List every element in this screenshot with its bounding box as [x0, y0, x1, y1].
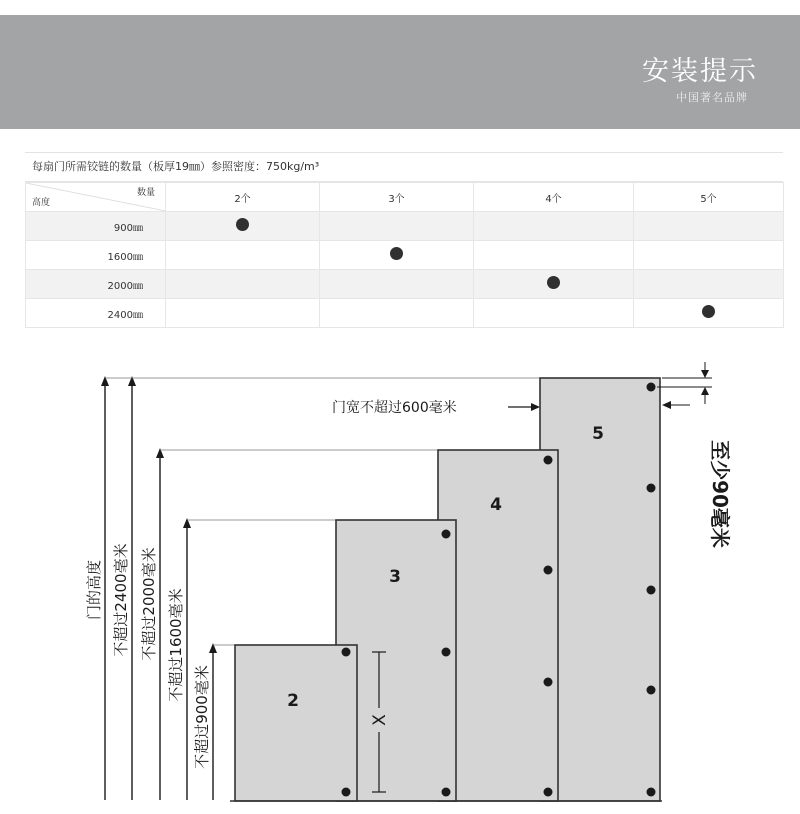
- door-number-3: 3: [389, 567, 401, 587]
- max-900-label: 不超过900毫米: [193, 665, 211, 769]
- hinge-dot: [442, 530, 451, 539]
- corner-height-label: 高度: [32, 198, 51, 208]
- arrow-up-icon: [101, 376, 109, 386]
- spacing-label: X: [370, 714, 390, 726]
- arrow-up-icon: [183, 518, 191, 528]
- door-number-5: 5: [592, 424, 604, 444]
- hinge-dot: [647, 484, 656, 493]
- row-height-label: 2000㎜: [26, 270, 166, 299]
- hinge-dot: [442, 648, 451, 657]
- arrow-up-icon: [128, 376, 136, 386]
- hinge-dot: [647, 586, 656, 595]
- column-header: 5个: [634, 183, 784, 212]
- hinge-dot: [647, 788, 656, 797]
- hinge-dot: [544, 678, 553, 687]
- arrow-up-icon: [156, 448, 164, 458]
- door-height-label: 门的高度: [85, 559, 103, 621]
- table-caption: 每扇门所需铰链的数量（板厚19㎜）参照密度：750kg/m³: [25, 152, 783, 182]
- min-edge-note: 至少90毫米: [708, 440, 732, 548]
- max-2000-label: 不超过2000毫米: [140, 547, 158, 661]
- hinge-dot: [342, 788, 351, 797]
- hinge-dot: [647, 686, 656, 695]
- arrow-right-icon: [531, 403, 540, 411]
- hinge-dot: [544, 566, 553, 575]
- hinge-dot: [544, 456, 553, 465]
- row-height-label: 1600㎜: [26, 241, 166, 270]
- row-height-label: 2400㎜: [26, 299, 166, 328]
- arrow-up-icon: [209, 643, 217, 653]
- arrow-left-icon: [662, 401, 671, 409]
- door-panel-2: [235, 645, 357, 801]
- arrow-down-icon: [701, 370, 709, 378]
- column-header: 3个: [320, 183, 474, 212]
- door-number-4: 4: [490, 495, 502, 515]
- hinge-dot: [544, 788, 553, 797]
- width-note: 门宽不超过600毫米: [332, 400, 457, 416]
- hinge-dot: [342, 648, 351, 657]
- column-header: 2个: [166, 183, 320, 212]
- hinge-dot: [647, 383, 656, 392]
- arrow-up-icon: [701, 387, 709, 395]
- corner-quantity-label: 数量: [136, 188, 155, 198]
- door-number-2: 2: [287, 691, 299, 711]
- column-header: 4个: [474, 183, 634, 212]
- page-subtitle: 中国著名品牌: [676, 91, 748, 104]
- max-1600-label: 不超过1600毫米: [167, 588, 185, 702]
- row-height-label: 900㎜: [26, 212, 166, 241]
- page-title: 安装提示: [642, 56, 758, 87]
- max-2400-label: 不超过2400毫米: [112, 543, 130, 657]
- hinge-dot: [442, 788, 451, 797]
